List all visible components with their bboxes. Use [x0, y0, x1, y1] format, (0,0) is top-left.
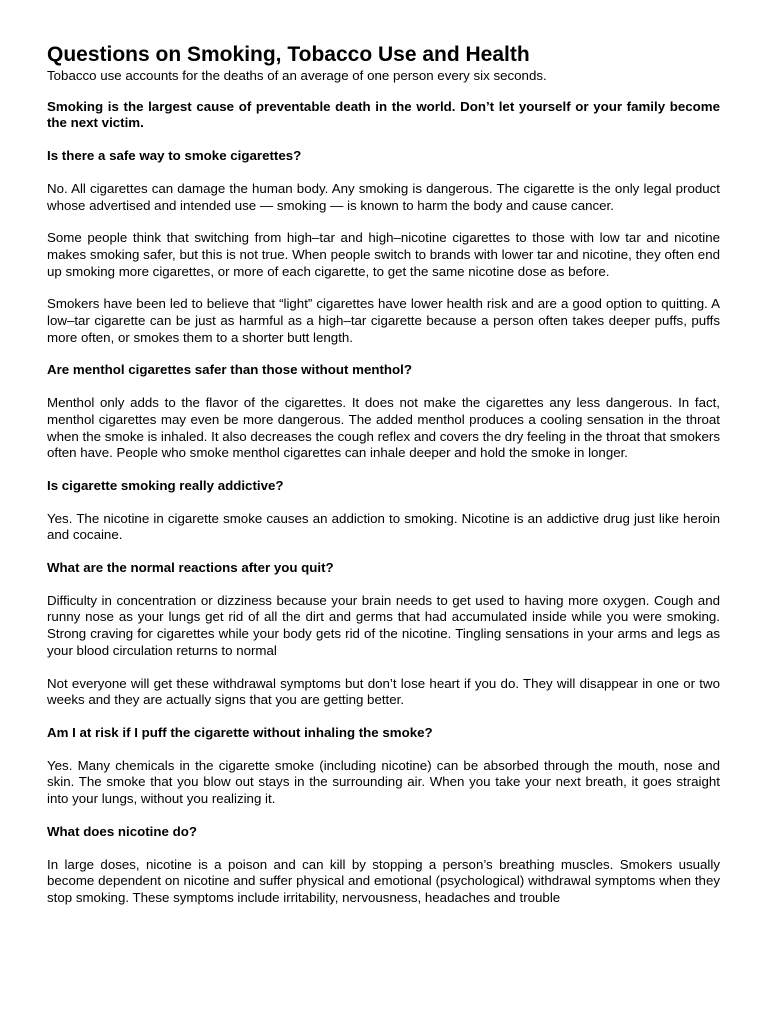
question-heading: Is there a safe way to smoke cigarettes?: [47, 148, 302, 164]
document-title: Questions on Smoking, Tobacco Use and Health: [47, 43, 530, 66]
answer-paragraph: Difficulty in concentration or dizziness because your brain needs to get used to having more oxygen. Cough and runny nose as your lungs get rid of all the dirt and germs that had accumulated inside while you were smoking. Strong craving for cigarettes while your body gets rid of the nicotine. Tingling sensations in your arms and legs as your blood circulation returns to normal: [47, 592, 720, 658]
faq-section: [47, 560, 720, 709]
answer-paragraph: Not everyone will get these withdrawal symptoms but don’t lose heart if you do. They will disappear in one or two weeks and they are actually signs that you are getting better.: [47, 675, 720, 708]
answer-paragraph: Yes. The nicotine in cigarette smoke causes an addiction to smoking. Nicotine is an addictive drug just like heroin and cocaine.: [47, 510, 720, 543]
answer-paragraph: Yes. Many chemicals in the cigarette smoke (including nicotine) can be absorbed through the mouth, nose and skin. The smoke that you blow out stays in the surrounding air. When you take your next breath, it goes straight into your lungs, without you realizing it.: [47, 757, 720, 807]
faq-section: [47, 478, 720, 544]
question-heading: What are the normal reactions after you quit?: [47, 560, 334, 576]
faq-section: [47, 148, 720, 346]
faq-section: [47, 362, 720, 462]
question-heading: Are menthol cigarettes safer than those without menthol?: [47, 362, 412, 378]
faq-section: [47, 824, 720, 907]
answer-paragraph: Some people think that switching from high–tar and high–nicotine cigarettes to those with low tar and nicotine makes smoking safer, but this is not true. When people switch to brands with lower tar and nicotine, they often end up smoking more cigarettes, or more of each cigarette, to get the same nicotine dose as before.: [47, 230, 720, 279]
answer-paragraph: Menthol only adds to the flavor of the cigarettes. It does not make the cigarettes any less dangerous. In fact, menthol cigarettes may even be more dangerous. The added menthol produces a cooling sensation in the throat when the smoke is inhaled. It also decreases the cough reflex and covers the dry feeling in the throat that smokers often have. People who smoke menthol cigarettes can inhale deeper and hold the smoke in longer.: [47, 395, 720, 461]
intro-warning: Smoking is the largest cause of preventable death in the world. Don’t let yourself or your family become the next victim.: [47, 98, 720, 131]
document-subtitle: Tobacco use accounts for the deaths of an average of one person every six seconds.: [47, 68, 547, 83]
answer-paragraph: In large doses, nicotine is a poison and can kill by stopping a person’s breathing muscles. Smokers usually become dependent on nicotine and suffer physical and emotional (psychological) withdrawal symptoms when they stop smoking. These symptoms include irritability, nervousness, headaches and trouble: [47, 856, 720, 905]
answer-paragraph: Smokers have been led to believe that “light” cigarettes have lower health risk and are a good option to quitting. A low–tar cigarette can be just as harmful as a high–tar cigarette because a person often takes deeper puffs, puffs more often, or smokes them to a shorter butt length.: [47, 296, 720, 345]
faq-sections: [47, 148, 720, 907]
question-heading: Am I at risk if I puff the cigarette without inhaling the smoke?: [47, 724, 433, 740]
faq-section: [47, 725, 720, 808]
document-page: [47, 42, 720, 907]
question-heading: Is cigarette smoking really addictive?: [47, 477, 284, 493]
answer-paragraph: No. All cigarettes can damage the human body. Any smoking is dangerous. The cigarette is the only legal product whose advertised and intended use — smoking — is known to harm the body and cause cancer.: [47, 180, 720, 213]
question-heading: What does nicotine do?: [47, 823, 197, 839]
